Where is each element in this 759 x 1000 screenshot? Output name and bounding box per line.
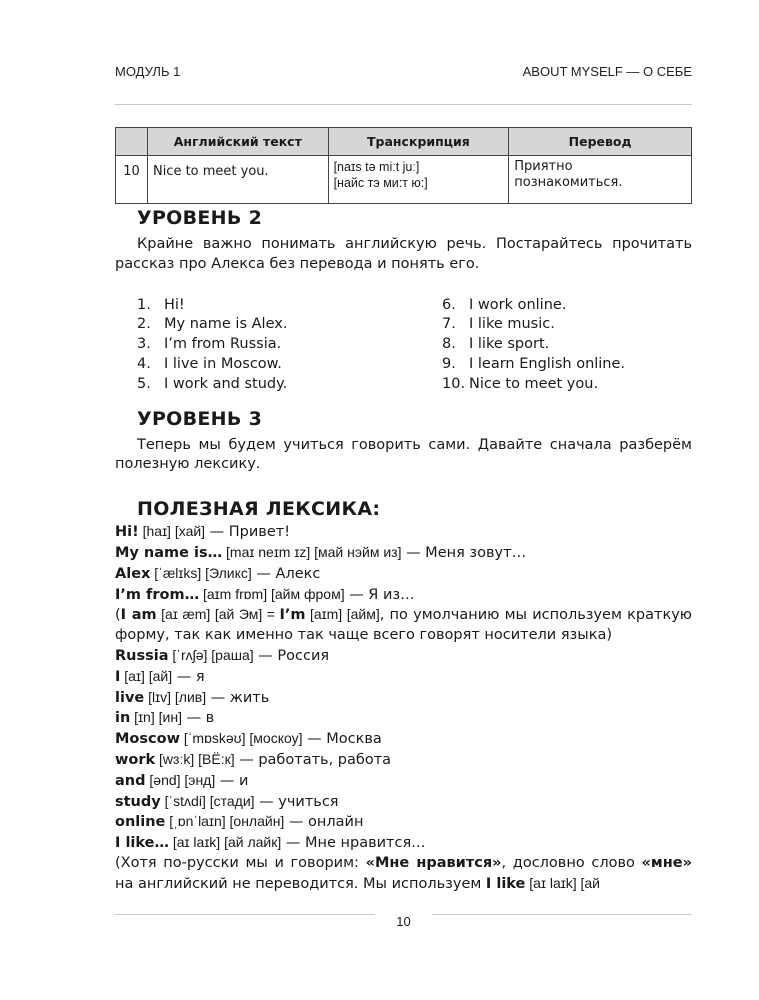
note-term-i-am: I am: [120, 607, 157, 624]
list-item-number: 1.: [137, 296, 151, 313]
story-list: [115, 296, 692, 395]
lexicon-translation: — я: [172, 668, 205, 685]
row-transcription: [328, 156, 509, 204]
lexicon-entry: [115, 688, 692, 709]
lexicon-entry: [115, 585, 692, 606]
lexicon-heading: ПОЛЕЗНАЯ ЛЕКСИКА:: [137, 498, 381, 521]
transcription-ipa: [naɪs tə miːt juː]: [333, 160, 420, 174]
lexicon-phonetic: [maɪ neɪm ɪz] [май нэйм из]: [222, 543, 402, 560]
list-item-number: 2.: [137, 316, 151, 333]
footer-divider-right: [432, 914, 692, 915]
short-form-note: [115, 605, 692, 646]
lexicon-term: Alex: [115, 565, 151, 582]
final-text-e: [aɪ laɪk] [ай: [525, 874, 600, 891]
story-list-right: [420, 296, 692, 395]
list-item-text: I learn English online.: [469, 355, 626, 372]
lexicon-term: live: [115, 689, 145, 706]
final-bold-3: I like: [485, 875, 526, 892]
level3-intro: Теперь мы будем учиться говорить сами. Давайте сначала разберём полезную лексику.: [115, 436, 692, 473]
final-bold-2: «мне»: [641, 854, 692, 871]
lexicon-entry: [115, 771, 692, 792]
list-item-text: I’m from Russia.: [164, 336, 282, 353]
lexicon-term: work: [115, 751, 156, 768]
transcription-ru: [найс тэ ми:т ю:]: [333, 176, 428, 190]
list-item: [442, 355, 692, 375]
lexicon-entry: [115, 564, 692, 585]
lexicon-translation: — Мне нравится…: [281, 835, 426, 852]
lexicon-phonetic: [aɪ laɪk] [ай лайк]: [168, 834, 282, 851]
row-translation: [509, 156, 692, 204]
lexicon-translation: — работать, работа: [234, 751, 392, 768]
col-english-header: Английский текст: [147, 128, 328, 156]
page-header: [115, 64, 692, 79]
list-item: [442, 296, 692, 316]
lexicon-phonetic: [ɪn] [ин]: [130, 709, 182, 726]
list-item-number: 4.: [137, 355, 151, 372]
level2-heading: УРОВЕНЬ 2: [137, 207, 263, 229]
lexicon-entry: [115, 750, 692, 771]
note-open: (: [115, 607, 121, 624]
list-item-number: 10.: [442, 375, 466, 392]
list-item: [442, 375, 692, 395]
list-item-text: I work and study.: [164, 375, 288, 392]
translation-line-1: Приятно: [514, 159, 573, 174]
lexicon-term: and: [115, 772, 146, 789]
final-bold-1: «Мне нравится»: [365, 854, 502, 871]
lexicon-term: Moscow: [115, 731, 180, 748]
module-label: МОДУЛЬ 1: [115, 64, 181, 79]
list-item-text: I work online.: [469, 296, 567, 313]
lexicon-entry: [115, 812, 692, 833]
list-item: [442, 315, 692, 335]
i-like-note: [115, 854, 692, 895]
list-item-text: My name is Alex.: [164, 316, 288, 333]
lexicon-term: in: [115, 710, 131, 727]
lexicon-translation: — и: [215, 772, 249, 789]
lexicon-entry: [115, 667, 692, 688]
lexicon-translation: — онлайн: [284, 814, 364, 831]
list-item-number: 7.: [442, 316, 456, 333]
list-item-text: I like sport.: [469, 336, 550, 353]
note-phonetic-1: [aɪ æm] [ай Эм] =: [156, 606, 280, 623]
lexicon-term: My name is…: [115, 544, 223, 561]
lexicon-entry: [115, 833, 692, 854]
lexicon-term: I’m from…: [115, 586, 200, 603]
note-phonetic-2: [aɪm] [айм]: [305, 606, 380, 623]
lexicon-term: Hi!: [115, 524, 139, 541]
list-item: [137, 296, 420, 316]
header-divider: [115, 104, 692, 105]
lexicon-term: I: [115, 668, 121, 685]
note-term-im: I’m: [279, 607, 306, 624]
list-item-number: 6.: [442, 296, 456, 313]
lexicon-phonetic: [ˈstʌdi] [стади]: [160, 792, 255, 809]
translation-line-2: познакомиться.: [514, 175, 623, 190]
lexicon-phonetic: [aɪm frɒm] [айм фром]: [199, 585, 345, 602]
list-item-number: 5.: [137, 375, 151, 392]
level2-intro: Крайне важно понимать английскую речь. Постарайтесь прочитать рассказ про Алекса без перевода и понять его.: [115, 236, 692, 272]
list-item: [442, 335, 692, 355]
lexicon-entry: [115, 708, 692, 729]
lexicon-translation: — Алекс: [251, 565, 321, 582]
lexicon-translation: — Привет!: [205, 524, 291, 541]
list-item-number: 9.: [442, 355, 456, 372]
lexicon-entry: [115, 792, 692, 813]
row-english: Nice to meet you.: [147, 156, 328, 204]
lexicon-phonetic: [ˈælɪks] [Эликс]: [150, 564, 252, 581]
list-item-text: I like music.: [469, 316, 555, 333]
main-content: [115, 205, 692, 895]
list-item: [137, 315, 420, 335]
col-translation-header: Перевод: [509, 128, 692, 156]
row-number: 10: [116, 156, 148, 204]
lexicon-translation: — в: [181, 710, 215, 727]
final-text-d: на английский не переводится. Мы используем: [115, 875, 486, 892]
final-text-a: (Хотя по-русски мы и говорим:: [115, 854, 366, 871]
chapter-title: ABOUT MYSELF — О СЕБЕ: [522, 64, 692, 79]
level3-heading: УРОВЕНЬ 3: [137, 407, 263, 430]
lexicon-term: I like…: [115, 835, 169, 852]
list-item-text: I live in Moscow.: [164, 355, 282, 372]
story-list-left: [115, 296, 420, 395]
lexicon-entry: [115, 646, 692, 667]
col-transcription-header: Транскрипция: [328, 128, 509, 156]
lexicon-phonetic: [aɪ] [ай]: [120, 667, 173, 684]
lexicon-translation: — Москва: [302, 731, 382, 748]
lexicon-translation: — Меня зовут…: [401, 544, 527, 561]
table-header-row: [116, 128, 692, 156]
lexicon-phonetic: [lɪv] [лив]: [144, 688, 207, 705]
lexicon-entry: [115, 522, 692, 543]
lexicon-entry: [115, 729, 692, 750]
col-num-header: [116, 128, 148, 156]
lexicon-phonetic: [ˈrʌʃə] [раша]: [168, 646, 254, 663]
final-text-c: , дословно слово: [501, 854, 642, 871]
lexicon-translation: — учиться: [254, 793, 339, 810]
table-row: [116, 156, 692, 204]
lexicon-term: online: [115, 814, 166, 831]
vocab-table: [115, 127, 692, 204]
note-text: , по умолчанию мы используем краткую форму, так как именно так чаще всего говорят носители языка): [115, 607, 692, 644]
list-item-text: Nice to meet you.: [469, 375, 599, 392]
lexicon-list: [115, 522, 692, 894]
list-item-number: 3.: [137, 336, 151, 353]
footer-divider-left: [115, 914, 375, 915]
list-item: [137, 335, 420, 355]
list-item-number: 8.: [442, 336, 456, 353]
lexicon-phonetic: [ənd] [энд]: [145, 771, 216, 788]
lexicon-phonetic: [wɜːk] [ВЁ:к]: [155, 750, 235, 767]
list-item-text: Hi!: [164, 296, 185, 313]
page-number: 10: [396, 914, 411, 929]
lexicon-translation: — Я из…: [344, 586, 415, 603]
list-item: [137, 375, 420, 395]
lexicon-translation: — жить: [206, 689, 270, 706]
lexicon-phonetic: [haɪ] [хай]: [138, 523, 206, 540]
lexicon-term: study: [115, 793, 161, 810]
lexicon-translation: — Россия: [253, 647, 330, 664]
lexicon-phonetic: [ˌɒnˈlaɪn] [онлайн]: [165, 813, 285, 830]
lexicon-entry: [115, 543, 692, 564]
list-item: [137, 355, 420, 375]
lexicon-term: Russia: [115, 647, 169, 664]
lexicon-phonetic: [ˈmɒskəʊ] [москоу]: [179, 730, 303, 747]
